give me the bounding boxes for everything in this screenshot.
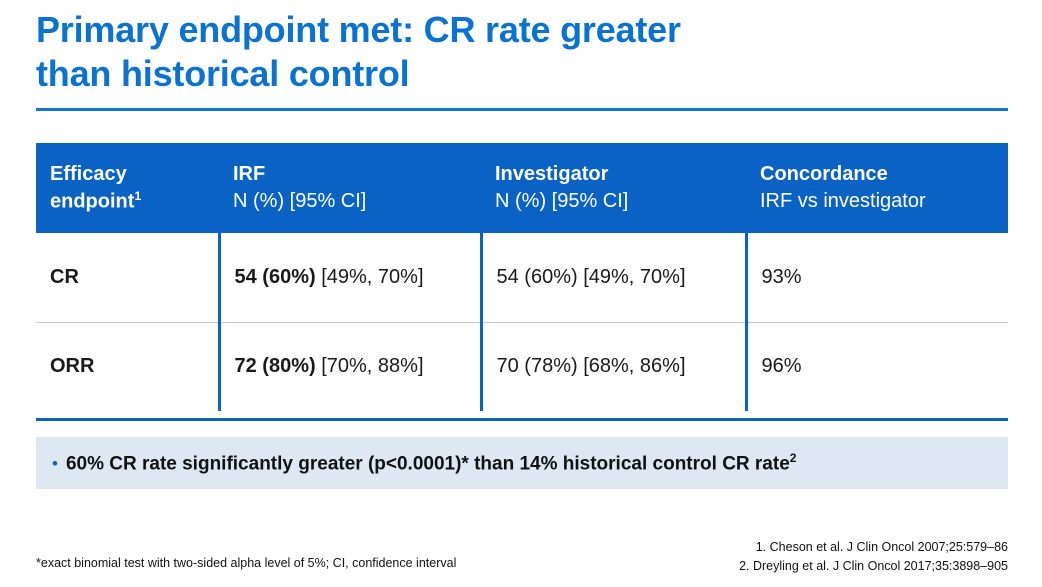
column-header-concordance-line1: Concordance [760, 163, 888, 185]
cell-concordance: 93% [746, 233, 1008, 322]
cell-irf [219, 322, 481, 411]
reference-item: 1. Cheson et al. J Clin Oncol 2007;25:579–86 [755, 540, 1008, 554]
cell-irf-ci: [49%, 70%] [321, 265, 424, 288]
column-header-efficacy-endpoint [36, 143, 219, 233]
footnote: *exact binomial test with two-sided alpha level of 5%; CI, confidence interval [36, 556, 457, 570]
column-header-efficacy-line2: endpoint$^1$ [50, 188, 142, 213]
column-header-irf-line2: N (%) [95% CI] [233, 190, 367, 212]
column-header-investigator-line2: N (%) [95% CI] [495, 190, 629, 212]
cell-endpoint: ORR [36, 322, 219, 411]
cell-irf-ci: [70%, 88%] [321, 355, 424, 378]
reference-item: 2. Dreyling et al. J Clin Oncol 2017;35:3898–905 [739, 558, 1008, 573]
table-header [36, 143, 1008, 233]
cell-irf-value: 54 (60%) [234, 265, 316, 288]
column-header-investigator-line1: Investigator [495, 163, 609, 185]
references [739, 538, 1008, 576]
footnote-marker-2: 2 [789, 450, 797, 465]
cell-irf-value: 72 (80%) [234, 355, 316, 378]
cell-endpoint: CR [36, 233, 219, 322]
callout-box [36, 437, 1008, 489]
table-bottom-divider [36, 418, 1008, 421]
table-row [36, 322, 1008, 411]
cell-concordance: 96% [746, 322, 1008, 411]
column-header-irf-line1: IRF [233, 163, 266, 185]
cell-irf [219, 233, 481, 322]
column-header-concordance-line2: IRF vs investigator [760, 190, 926, 212]
page-title: Primary endpoint met: CR rate greater than historical control [36, 9, 681, 94]
table-row [36, 233, 1008, 322]
cell-investigator: 54 (60%) [49%, 70%] [481, 233, 746, 322]
efficacy-table [36, 143, 1008, 411]
footnote-marker-1: 1 [134, 188, 142, 203]
callout-text: 60% CR rate significantly greater (p<0.0001)* than 14% historical control CR rate$^2$ [65, 450, 797, 475]
cell-investigator: 70 (78%) [68%, 86%] [481, 322, 746, 411]
column-header-concordance [746, 143, 1008, 233]
title-divider [36, 108, 1008, 111]
column-header-irf [219, 143, 481, 233]
column-header-investigator [481, 143, 746, 233]
bullet-icon: • [52, 453, 58, 473]
table-header-row [36, 143, 1008, 233]
table-body [36, 233, 1008, 411]
column-header-efficacy-line1: Efficacy [50, 162, 127, 185]
